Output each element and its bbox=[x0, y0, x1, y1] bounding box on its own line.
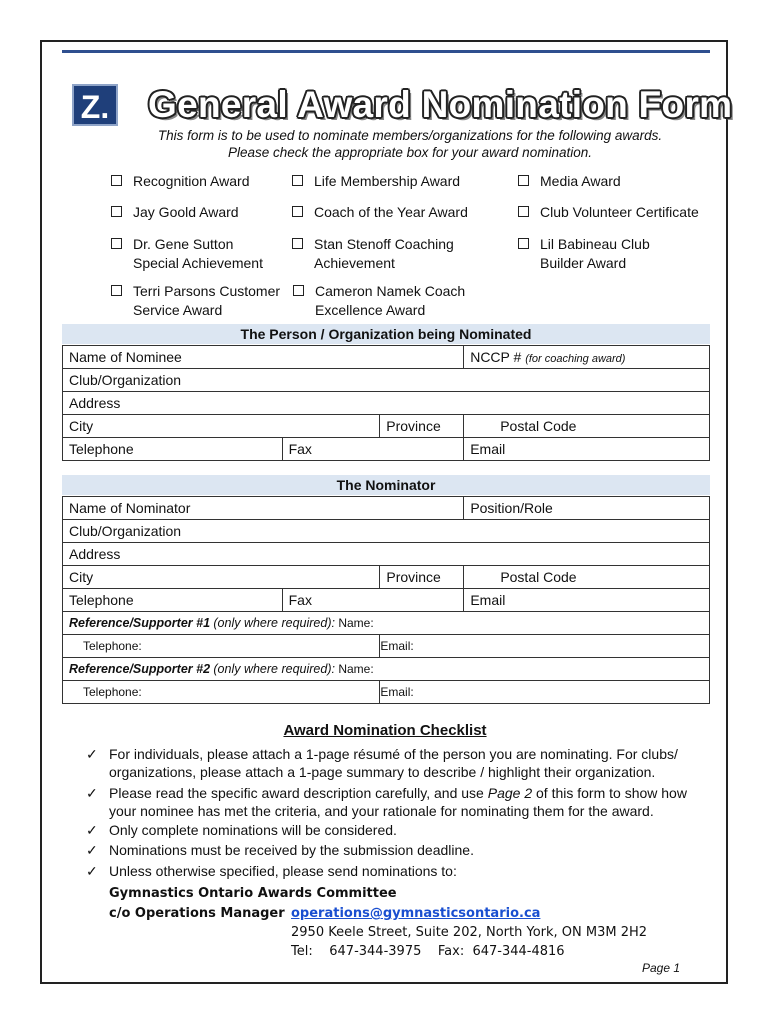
award-option-coach-of-year[interactable] bbox=[292, 203, 468, 222]
reference-note: (only where required): bbox=[213, 662, 335, 676]
field-label: Name: bbox=[338, 616, 374, 630]
checklist-text-part: of this form to show how bbox=[532, 785, 687, 801]
checklist-text bbox=[86, 784, 706, 802]
award-label: Coach of the Year Award bbox=[314, 204, 468, 220]
award-label-line2: Special Achievement bbox=[133, 255, 263, 271]
award-label-line2: Builder Award bbox=[540, 255, 627, 271]
field-label: Position/Role bbox=[470, 500, 553, 516]
field-label: Email: bbox=[380, 639, 414, 653]
award-label-line1: Stan Stenoff Coaching bbox=[314, 236, 454, 252]
award-label: Media Award bbox=[540, 173, 621, 189]
award-option-stan-stenoff[interactable] bbox=[292, 235, 454, 273]
award-label-line2: Excellence Award bbox=[315, 302, 426, 318]
checkbox[interactable] bbox=[518, 238, 529, 249]
field-label: City bbox=[69, 569, 94, 585]
nominator-club-field[interactable] bbox=[63, 520, 710, 543]
form-title: General Award Nomination Form bbox=[148, 84, 733, 125]
award-label-line1: Cameron Namek Coach bbox=[315, 283, 466, 299]
field-label: Address bbox=[69, 546, 121, 562]
award-label: Life Membership Award bbox=[314, 173, 461, 189]
checklist-text: Only complete nominations will be considered. bbox=[109, 822, 397, 838]
nominator-province-field[interactable] bbox=[380, 566, 464, 589]
nominee-nccp-field[interactable] bbox=[464, 346, 710, 369]
checklist-title: Award Nomination Checklist bbox=[283, 722, 487, 739]
reference-label: Reference/Supporter #2 bbox=[69, 662, 211, 676]
header-rule bbox=[62, 50, 710, 53]
nominator-table bbox=[62, 496, 710, 704]
nominee-postal-field[interactable] bbox=[464, 415, 710, 438]
reference-2-name-field[interactable] bbox=[63, 658, 710, 681]
checkbox[interactable] bbox=[518, 206, 529, 217]
field-label: Telephone: bbox=[83, 639, 142, 653]
nominator-postal-field[interactable] bbox=[464, 566, 710, 589]
checklist-text: your nominee has met the criteria, and your rationale for nominating them for the award. bbox=[109, 803, 654, 819]
field-label: Address bbox=[69, 395, 121, 411]
field-label: NCCP # bbox=[470, 349, 522, 365]
nominee-section-heading: The Person / Organization being Nominated bbox=[62, 324, 710, 344]
nominator-position-field[interactable] bbox=[464, 497, 710, 520]
checklist-item bbox=[86, 841, 706, 859]
checkbox[interactable] bbox=[293, 285, 304, 296]
field-label: Email bbox=[470, 592, 506, 608]
field-label: Telephone bbox=[69, 592, 134, 608]
award-label: Jay Goold Award bbox=[133, 204, 239, 220]
nominator-fax-field[interactable] bbox=[282, 589, 464, 612]
field-label: Club/Organization bbox=[69, 372, 182, 388]
field-label: Telephone bbox=[69, 441, 134, 457]
award-label-line1: Terri Parsons Customer bbox=[133, 283, 281, 299]
award-label-line1: Lil Babineau Club bbox=[540, 236, 650, 252]
field-label: City bbox=[69, 418, 94, 434]
reference-label: Reference/Supporter #1 bbox=[69, 616, 211, 630]
section-badge: Z. bbox=[72, 84, 118, 126]
checkmark-icon: ✓ bbox=[86, 785, 98, 801]
nominee-fax-field[interactable] bbox=[282, 438, 464, 461]
award-label: Club Volunteer Certificate bbox=[540, 204, 699, 220]
nominee-table bbox=[62, 345, 710, 461]
award-label: Recognition Award bbox=[133, 173, 250, 189]
field-label: Province bbox=[386, 418, 441, 434]
checkbox[interactable] bbox=[292, 238, 303, 249]
checklist-item bbox=[86, 862, 706, 880]
intro-line-1: This form is to be used to nominate members/organizations for the following awards. bbox=[157, 128, 663, 143]
award-label-line1: Dr. Gene Sutton bbox=[133, 236, 234, 252]
nominee-name-field[interactable] bbox=[63, 346, 464, 369]
checkbox[interactable] bbox=[111, 238, 122, 249]
nominator-city-field[interactable] bbox=[63, 566, 380, 589]
award-label-line2: Achievement bbox=[314, 255, 395, 271]
contact-attn: c/o Operations Manager bbox=[109, 906, 285, 921]
reference-note: (only where required): bbox=[213, 616, 335, 630]
tel-label: Tel: bbox=[291, 944, 313, 959]
award-option-media[interactable] bbox=[518, 172, 621, 191]
award-option-lil-babineau[interactable] bbox=[518, 235, 650, 273]
field-label: Province bbox=[386, 569, 441, 585]
nominee-club-field[interactable] bbox=[63, 369, 710, 392]
nominator-email-field[interactable] bbox=[464, 589, 710, 612]
award-option-jay-goold[interactable] bbox=[111, 203, 239, 222]
checkbox[interactable] bbox=[111, 206, 122, 217]
checkbox[interactable] bbox=[518, 175, 529, 186]
field-label: Name of Nominator bbox=[69, 500, 191, 516]
checklist-text: Nominations must be received by the submission deadline. bbox=[109, 842, 474, 858]
field-label: Telephone: bbox=[83, 685, 142, 699]
email-link-text[interactable]: operations@gymnasticsontario.ca bbox=[291, 906, 541, 921]
checklist-text-part: Please read the specific award description carefully, and use bbox=[109, 785, 488, 801]
fax-label: Fax: bbox=[437, 944, 465, 959]
field-label: Name: bbox=[338, 662, 374, 676]
nominator-address-field[interactable] bbox=[63, 543, 710, 566]
award-option-terri-parsons[interactable] bbox=[111, 282, 280, 320]
award-option-cameron-namek[interactable] bbox=[293, 282, 465, 320]
reference-2-email-field[interactable] bbox=[380, 681, 710, 704]
field-label: Email: bbox=[380, 685, 414, 699]
nominee-address-field[interactable] bbox=[63, 392, 710, 415]
field-label: Fax bbox=[288, 592, 312, 608]
checklist-text: Unless otherwise specified, please send nominations to: bbox=[109, 863, 457, 879]
field-label: Email bbox=[470, 441, 506, 457]
award-option-recognition[interactable] bbox=[111, 172, 249, 191]
field-label: Club/Organization bbox=[69, 523, 182, 539]
nominator-name-field[interactable] bbox=[63, 497, 464, 520]
checkmark-icon: ✓ bbox=[86, 746, 98, 762]
nominee-city-field[interactable] bbox=[63, 415, 380, 438]
contact-phone-fax bbox=[291, 944, 565, 959]
checkmark-icon: ✓ bbox=[86, 842, 98, 858]
checkmark-icon: ✓ bbox=[86, 822, 98, 838]
checkbox[interactable] bbox=[292, 175, 303, 186]
checkmark-icon: ✓ bbox=[86, 863, 98, 879]
nominator-telephone-field[interactable] bbox=[63, 589, 283, 612]
award-label-line2: Service Award bbox=[133, 302, 223, 318]
checklist-item bbox=[86, 784, 706, 820]
checklist-text: For individuals, please attach a 1-page résumé of the person you are nominating. For clubs/ bbox=[109, 746, 678, 762]
contact-org: Gymnastics Ontario Awards Committee bbox=[109, 886, 397, 901]
intro-line-2: Please check the appropriate box for your award nomination. bbox=[228, 145, 592, 160]
checklist-item bbox=[86, 745, 706, 781]
award-option-life-membership[interactable] bbox=[292, 172, 460, 191]
field-label: Name of Nominee bbox=[69, 349, 182, 365]
reference-1-name-field[interactable] bbox=[63, 612, 710, 635]
tel-number: 647-344-3975 bbox=[329, 944, 422, 959]
checkbox[interactable] bbox=[111, 175, 122, 186]
fax-number: 647-344-4816 bbox=[472, 944, 565, 959]
page-reference: Page 2 bbox=[487, 785, 533, 801]
field-label: Fax bbox=[288, 441, 312, 457]
reference-1-email-field[interactable] bbox=[380, 635, 710, 658]
field-label: Postal Code bbox=[500, 569, 577, 585]
checkbox[interactable] bbox=[111, 285, 122, 296]
field-note: (for coaching award) bbox=[525, 353, 626, 365]
contact-email-link[interactable] bbox=[291, 906, 540, 921]
contact-address: 2950 Keele Street, Suite 202, North York, ON M3M 2H2 bbox=[291, 925, 648, 940]
award-option-gene-sutton[interactable] bbox=[111, 235, 263, 273]
field-label: Postal Code bbox=[500, 418, 577, 434]
reference-1-telephone-field[interactable] bbox=[63, 635, 380, 658]
award-option-club-volunteer[interactable] bbox=[518, 203, 699, 222]
reference-2-telephone-field[interactable] bbox=[63, 681, 380, 704]
checklist-text: organizations, please attach a 1-page summary to describe / highlight their organization. bbox=[109, 764, 656, 780]
page-number: Page 1 bbox=[642, 961, 681, 975]
nominator-section-heading: The Nominator bbox=[62, 475, 710, 495]
checklist-item bbox=[86, 821, 706, 839]
nominee-telephone-field[interactable] bbox=[63, 438, 283, 461]
nominee-email-field[interactable] bbox=[464, 438, 710, 461]
checkbox[interactable] bbox=[292, 206, 303, 217]
nominee-province-field[interactable] bbox=[380, 415, 464, 438]
